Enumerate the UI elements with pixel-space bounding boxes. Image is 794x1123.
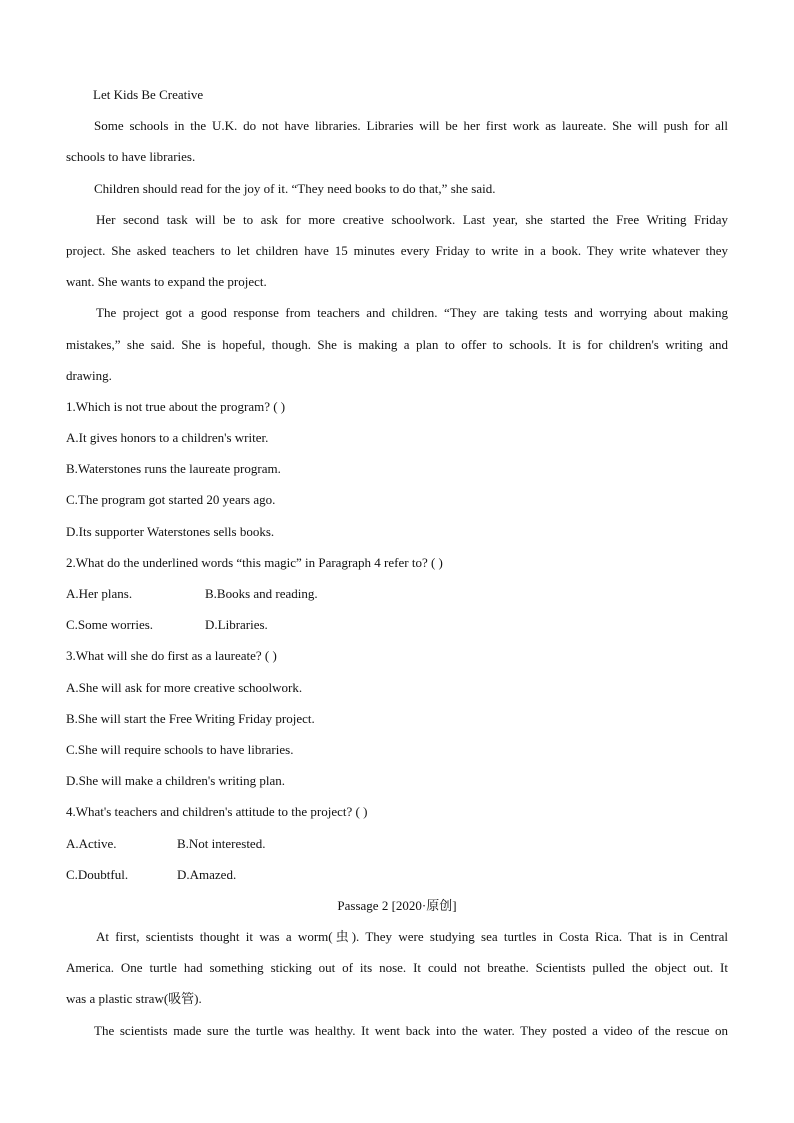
text-line: Some schools in the U.K. do not have libraries. Libraries will be her first work as laureate. She will push for all: [94, 118, 728, 134]
option-c: C.She will require schools to have libraries.: [66, 741, 294, 757]
paragraph-2: Children should read for the joy of it. “They need books to do that,” she said.: [94, 180, 496, 196]
question-stem: 3.What will she do first as a laureate? ( ): [66, 648, 277, 664]
text-line: America. One turtle had something sticking out of its nose. It could not breathe. Scientists pulled the object out. It: [66, 960, 728, 976]
passage-2-paragraph-2: The scientists made sure the turtle was healthy. It went back into the water. They posted a video of the rescue on: [94, 1022, 728, 1038]
option-row: [66, 614, 728, 645]
text-line: project. She asked teachers to let children have 15 minutes every Friday to write in a book. They write whatever they: [66, 242, 728, 258]
option-a: A.Active.: [66, 835, 117, 851]
option-a: A.It gives honors to a children's writer.: [66, 430, 269, 446]
paragraph-4: [66, 302, 728, 396]
question-3: [66, 645, 728, 801]
text-line: mistakes,” she said. She is hopeful, though. She is making a plan to offer to schools. It is for children's writing and: [66, 336, 728, 352]
option-b: B.Books and reading.: [205, 586, 318, 601]
option-c: C.The program got started 20 years ago.: [66, 492, 276, 508]
text-line: want. She wants to expand the project.: [66, 274, 267, 290]
option-c: C.Doubtful.: [66, 866, 129, 882]
text-line: At first, scientists thought it was a worm(虫). They were studying sea turtles in Costa Rica. That is in Central: [96, 929, 728, 945]
question-4: [66, 801, 728, 895]
option-row: [66, 833, 728, 864]
option-d: D.Its supporter Waterstones sells books.: [66, 523, 275, 539]
option-a: A.She will ask for more creative schoolwork.: [66, 679, 303, 695]
option-row: [66, 583, 728, 614]
option-d: D.Libraries.: [205, 617, 268, 633]
question-stem: 2.What do the underlined words “this magic” in Paragraph 4 refer to? ( ): [66, 554, 443, 570]
passage-2-paragraph-1: [66, 926, 728, 1020]
option-c: C.Some worries.: [66, 617, 154, 633]
option-b: B.Waterstones runs the laureate program.: [66, 461, 281, 477]
question-2: [66, 552, 728, 646]
option-d: D.She will make a children's writing plan.: [66, 773, 285, 789]
option-d: D.Amazed.: [177, 866, 237, 882]
option-row: [66, 864, 728, 895]
document-content: [66, 84, 728, 1051]
option-a: A.Her plans.: [66, 586, 133, 601]
passage-title: Let Kids Be Creative: [93, 87, 204, 102]
text-line: was a plastic straw(吸管).: [66, 991, 202, 1007]
question-stem: 4.What's teachers and children's attitude to the project? ( ): [66, 804, 368, 820]
text-line: schools to have libraries.: [66, 149, 196, 165]
option-b: B.She will start the Free Writing Friday project.: [66, 710, 315, 726]
paragraph-3: [66, 209, 728, 303]
question-stem: 1.Which is not true about the program? ( ): [66, 398, 286, 414]
text-line: drawing.: [66, 367, 112, 383]
passage-2-heading: Passage 2 [2020·原创]: [337, 897, 457, 913]
text-line: The project got a good response from teachers and children. “They are taking tests and worrying about making: [96, 305, 728, 321]
text-line: Her second task will be to ask for more creative schoolwork. Last year, she started the Free Writing Friday: [96, 211, 728, 227]
question-1: [66, 396, 728, 552]
paragraph-1: [66, 115, 728, 177]
option-b: B.Not interested.: [177, 835, 266, 851]
